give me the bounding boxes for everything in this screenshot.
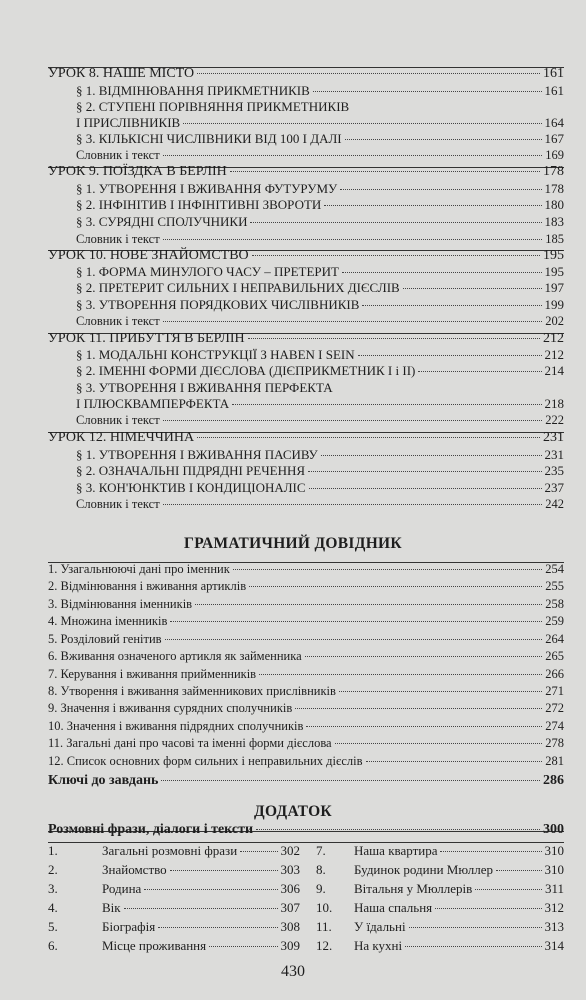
leader-dots (340, 189, 541, 190)
leader-dots (161, 780, 540, 781)
leader-dots (165, 639, 543, 640)
page-ref: 255 (545, 579, 564, 593)
leader-dots (418, 371, 541, 372)
appendix-entry[interactable] (316, 881, 564, 897)
entry-text: § 3. УТВОРЕННЯ ПОРЯДКОВИХ ЧИСЛІВНИКІВ (76, 297, 360, 312)
leader-dots (183, 123, 541, 124)
entry-text: § 1. ВІДМІНЮВАННЯ ПРИКМЕТНИКІВ (76, 83, 310, 98)
entry-text: 4. Множина іменників (48, 614, 168, 628)
page-ref: 308 (280, 919, 300, 934)
appendix-entry[interactable] (48, 919, 300, 935)
entry-number: 9. (316, 881, 326, 896)
entry-text: § 1. ФОРМА МИНУЛОГО ЧАСУ – ПРЕТЕРИТ (76, 264, 339, 279)
leader-dots (440, 851, 541, 852)
leader-dots (124, 908, 278, 909)
page-ref: 310 (544, 862, 564, 877)
page-ref: 164 (544, 115, 564, 130)
page-ref: 197 (544, 280, 564, 295)
leader-dots (197, 437, 540, 438)
grammar-entry[interactable] (48, 736, 564, 751)
entry-text: Вітальня у Мюллерів (354, 881, 473, 896)
entry-text: 6. Вживання означеного артикля як займенника (48, 649, 302, 663)
page-ref: 214 (544, 363, 564, 378)
toc-entry-continued[interactable] (76, 115, 564, 131)
leader-dots (339, 691, 542, 692)
leader-dots (163, 504, 543, 505)
entry-text: § 1. УТВОРЕННЯ І ВЖИВАННЯ ФУТУРУМУ (76, 181, 338, 196)
page-ref: 278 (545, 736, 564, 750)
grammar-entry[interactable] (48, 632, 564, 647)
toc-entry[interactable] (76, 214, 564, 230)
entry-text: § 3. УТВОРЕННЯ І ВЖИВАННЯ ПЕРФЕКТА (76, 380, 333, 395)
leader-dots (335, 743, 543, 744)
entry-number: 3. (48, 881, 58, 896)
page-ref: 314 (544, 938, 564, 953)
leader-dots (144, 889, 277, 890)
entry-text: У їдальні (354, 919, 406, 934)
page-ref: 231 (543, 430, 564, 445)
grammar-entry[interactable] (48, 754, 564, 769)
dictionary-entry[interactable] (76, 314, 564, 329)
page-ref: 309 (280, 938, 300, 953)
appendix-entry[interactable] (48, 938, 300, 954)
entry-number: 2. (48, 862, 58, 877)
page-ref: 303 (280, 862, 300, 877)
appendix-heading: ДОДАТОК (254, 803, 332, 820)
entry-text: § 3. КОН'ЮНКТИВ І КОНДИЦІОНАЛІС (76, 480, 306, 495)
page-ref: 254 (545, 562, 564, 576)
page-ref: 185 (545, 232, 564, 246)
leader-dots (295, 708, 542, 709)
entry-text: Місце проживання (102, 938, 207, 953)
entry-number: 11. (316, 919, 332, 934)
appendix-entry[interactable] (316, 900, 564, 916)
entry-text: Словник і текст (76, 314, 160, 328)
leader-dots (233, 569, 542, 570)
leader-dots (250, 222, 541, 223)
leader-dots (163, 420, 543, 421)
page-ref: 300 (543, 822, 564, 837)
leader-dots (435, 908, 541, 909)
entry-text: § 2. ПРЕТЕРИТ СИЛЬНИХ І НЕПРАВИЛЬНИХ ДІЄСЛІВ (76, 280, 400, 295)
page-ref: 281 (545, 754, 564, 768)
grammar-entry[interactable] (48, 667, 564, 682)
entry-text: § 3. КІЛЬКІСНІ ЧИСЛІВНИКИ ВІД 100 І ДАЛІ (76, 131, 342, 146)
lesson-title: УРОК 11. ПРИБУТТЯ В БЕРЛІН (48, 331, 245, 346)
lesson-9-row[interactable] (48, 164, 564, 180)
page-ref: 306 (280, 881, 300, 896)
leader-dots (240, 851, 277, 852)
dictionary-entry[interactable] (76, 497, 564, 512)
toc-entry[interactable] (76, 297, 564, 313)
leader-dots (305, 656, 543, 657)
grammar-entry[interactable] (48, 579, 564, 594)
entry-text: 9. Значення і вживання сурядних сполучників (48, 701, 293, 715)
entry-text: § 2. ОЗНАЧАЛЬНІ ПІДРЯДНІ РЕЧЕННЯ (76, 463, 306, 478)
leader-dots (403, 288, 542, 289)
appendix-entry[interactable] (316, 862, 564, 878)
leader-dots (409, 927, 542, 928)
appendix-entry[interactable] (48, 881, 300, 897)
grammar-entry[interactable] (48, 684, 564, 699)
appendix-entry[interactable] (316, 843, 564, 859)
leader-dots (358, 355, 542, 356)
grammar-entry[interactable] (48, 597, 564, 612)
lesson-12-row[interactable] (48, 430, 564, 446)
leader-dots (249, 586, 542, 587)
lesson-8-row[interactable] (48, 66, 564, 82)
leader-dots (158, 927, 277, 928)
toc-entry[interactable] (76, 463, 564, 479)
entry-number: 1. (48, 843, 58, 858)
entry-text: 12. Список основних форм сильних і неправильних дієслів (48, 754, 363, 768)
grammar-heading: ГРАМАТИЧНИЙ ДОВІДНИК (184, 535, 402, 552)
entry-text: Розмовні фрази, діалоги і тексти (48, 822, 254, 837)
leader-dots (209, 946, 277, 947)
entry-number: 8. (316, 862, 326, 877)
entry-text: § 2. ІНФІНІТИВ І ІНФІНІТИВНІ ЗВОРОТИ (76, 197, 322, 212)
leader-dots (345, 139, 542, 140)
page-ref: 195 (543, 248, 564, 263)
answer-keys-entry[interactable] (48, 773, 564, 789)
leader-dots (342, 272, 542, 273)
entry-text: Наша квартира (354, 843, 438, 858)
entry-number: 10. (316, 900, 333, 915)
page-ref: 169 (545, 148, 564, 162)
toc-entry[interactable] (76, 280, 564, 296)
dictionary-entry[interactable] (76, 232, 564, 247)
entry-text: 7. Керування і вживання прийменників (48, 667, 257, 681)
entry-text: Вік (102, 900, 121, 915)
lesson-title: УРОК 12. НІМЕЧЧИНА (48, 430, 195, 445)
page-ref: 266 (545, 667, 564, 681)
page-ref: 231 (544, 447, 564, 462)
entry-text: 8. Утворення і вживання займенникових прислівників (48, 684, 336, 698)
page-ref: 167 (544, 131, 564, 146)
lesson-10-row[interactable] (48, 248, 564, 264)
appendix-entry[interactable] (48, 900, 300, 916)
page-ref: 242 (545, 497, 564, 511)
leader-dots (324, 205, 541, 206)
entry-text: Ключі до завдань (48, 773, 159, 788)
page-ref: 178 (543, 164, 564, 179)
leader-dots (232, 404, 541, 405)
entry-text: 11. Загальні дані про часові та іменні форми дієслова (48, 736, 332, 750)
toc-entry[interactable] (76, 99, 564, 115)
entry-text: § 1. УТВОРЕННЯ І ВЖИВАННЯ ПАСИВУ (76, 447, 318, 462)
toc-entry[interactable] (76, 347, 564, 363)
leader-dots (362, 305, 541, 306)
grammar-entry[interactable] (48, 719, 564, 734)
toc-entry-continued[interactable] (76, 396, 564, 412)
leader-dots (405, 946, 541, 947)
grammar-entry[interactable] (48, 614, 564, 629)
page-ref: 183 (544, 214, 564, 229)
entry-text: Родина (102, 881, 142, 896)
lesson-11-row[interactable] (48, 331, 564, 347)
entry-text: § 3. СУРЯДНІ СПОЛУЧНИКИ (76, 214, 248, 229)
page-ref: 212 (544, 347, 564, 362)
leader-dots (252, 255, 540, 256)
entry-text: 5. Розділовий генітив (48, 632, 162, 646)
page-ref: 271 (545, 684, 564, 698)
entry-number: 5. (48, 919, 58, 934)
entry-number: 4. (48, 900, 58, 915)
entry-text: І ПЛЮСКВАМПЕРФЕКТА (76, 396, 230, 411)
page-ref: 312 (544, 900, 564, 915)
toc-entry[interactable] (76, 480, 564, 496)
leader-dots (170, 870, 278, 871)
toc-entry[interactable] (76, 181, 564, 197)
entry-text: Словник і текст (76, 497, 160, 511)
page-ref: 212 (543, 331, 564, 346)
leader-dots (496, 870, 542, 871)
leader-dots (197, 73, 540, 74)
entry-text: На кухні (354, 938, 403, 953)
appendix-section-entry[interactable] (48, 822, 564, 838)
appendix-entry[interactable] (316, 938, 564, 954)
page-ref: 199 (544, 297, 564, 312)
grammar-entry[interactable] (48, 562, 564, 577)
leader-dots (366, 761, 543, 762)
toc-entry[interactable] (76, 363, 564, 379)
entry-text: § 1. МОДАЛЬНІ КОНСТРУКЦІЇ З HABEN І SEIN (76, 347, 355, 362)
leader-dots (309, 488, 542, 489)
leader-dots (321, 455, 542, 456)
entry-text: Біографія (102, 919, 156, 934)
page-ref: 265 (545, 649, 564, 663)
entry-text: 2. Відмінювання і вживання артиклів (48, 579, 247, 593)
leader-dots (308, 471, 541, 472)
entry-text: § 2. ІМЕННІ ФОРМИ ДІЄСЛОВА (ДІЄПРИКМЕТНИК І і ІІ) (76, 363, 416, 378)
leader-dots (163, 155, 543, 156)
entry-text: Загальні розмовні фрази (102, 843, 238, 858)
toc-entry[interactable] (76, 447, 564, 463)
lesson-title: УРОК 8. НАШЕ МІСТО (48, 66, 195, 81)
entry-text: Знайомство (102, 862, 167, 877)
leader-dots (259, 674, 542, 675)
leader-dots (163, 239, 543, 240)
leader-dots (195, 604, 542, 605)
page-ref: 235 (544, 463, 564, 478)
toc-entry[interactable] (76, 264, 564, 280)
page-ref: 218 (544, 396, 564, 411)
leader-dots (248, 338, 540, 339)
entry-number: 7. (316, 843, 326, 858)
lesson-title: УРОК 9. ПОЇЗДКА В БЕРЛІН (48, 164, 227, 179)
page-ref: 311 (544, 881, 564, 896)
page-ref: 264 (545, 632, 564, 646)
entry-text: Словник і текст (76, 148, 160, 162)
page-ref: 161 (543, 66, 564, 81)
toc-entry[interactable] (76, 131, 564, 147)
entry-number: 12. (316, 938, 333, 953)
leader-dots (170, 621, 542, 622)
dictionary-entry[interactable] (76, 413, 564, 428)
leader-dots (256, 829, 540, 830)
page-ref: 180 (544, 197, 564, 212)
page-ref: 272 (545, 701, 564, 715)
leader-dots (230, 171, 540, 172)
entry-text: 1. Узагальнюючі дані про іменник (48, 562, 230, 576)
entry-number: 6. (48, 938, 58, 953)
page-ref: 222 (545, 413, 564, 427)
toc-entry[interactable] (76, 83, 564, 99)
appendix-entry[interactable] (48, 862, 300, 878)
page-ref: 202 (545, 314, 564, 328)
entry-text: § 2. СТУПЕНІ ПОРІВНЯННЯ ПРИКМЕТНИКІВ (76, 99, 350, 114)
entry-text: 10. Значення і вживання підрядних сполучників (48, 719, 304, 733)
toc-entry[interactable] (76, 197, 564, 213)
page-ref: 286 (543, 773, 564, 788)
entry-text: 3. Відмінювання іменників (48, 597, 193, 611)
entry-text: І ПРИСЛІВНИКІВ (76, 115, 181, 130)
toc-entry[interactable] (76, 380, 564, 396)
page-ref: 302 (280, 843, 300, 858)
page-ref: 161 (544, 83, 564, 98)
grammar-entry[interactable] (48, 649, 564, 664)
entry-text: Словник і текст (76, 232, 160, 246)
page-ref: 195 (544, 264, 564, 279)
leader-dots (313, 91, 542, 92)
page-ref: 258 (545, 597, 564, 611)
entry-text: Будинок родини Мюллер (354, 862, 493, 877)
leader-dots (475, 889, 542, 890)
appendix-entry[interactable] (316, 919, 564, 935)
page-ref: 313 (544, 919, 564, 934)
entry-text: Наша спальня (354, 900, 433, 915)
page-ref: 274 (545, 719, 564, 733)
leader-dots (306, 726, 542, 727)
entry-text: Словник і текст (76, 413, 160, 427)
appendix-entry[interactable] (48, 843, 300, 859)
dictionary-entry[interactable] (76, 148, 564, 163)
page-ref: 310 (544, 843, 564, 858)
page-ref: 178 (544, 181, 564, 196)
leader-dots (163, 321, 543, 322)
lesson-title: УРОК 10. НОВЕ ЗНАЙОМСТВО (48, 248, 249, 263)
page-ref: 237 (544, 480, 564, 495)
grammar-entry[interactable] (48, 701, 564, 716)
page-ref: 307 (280, 900, 300, 915)
page-ref: 259 (545, 614, 564, 628)
page-number: 430 (281, 963, 305, 980)
